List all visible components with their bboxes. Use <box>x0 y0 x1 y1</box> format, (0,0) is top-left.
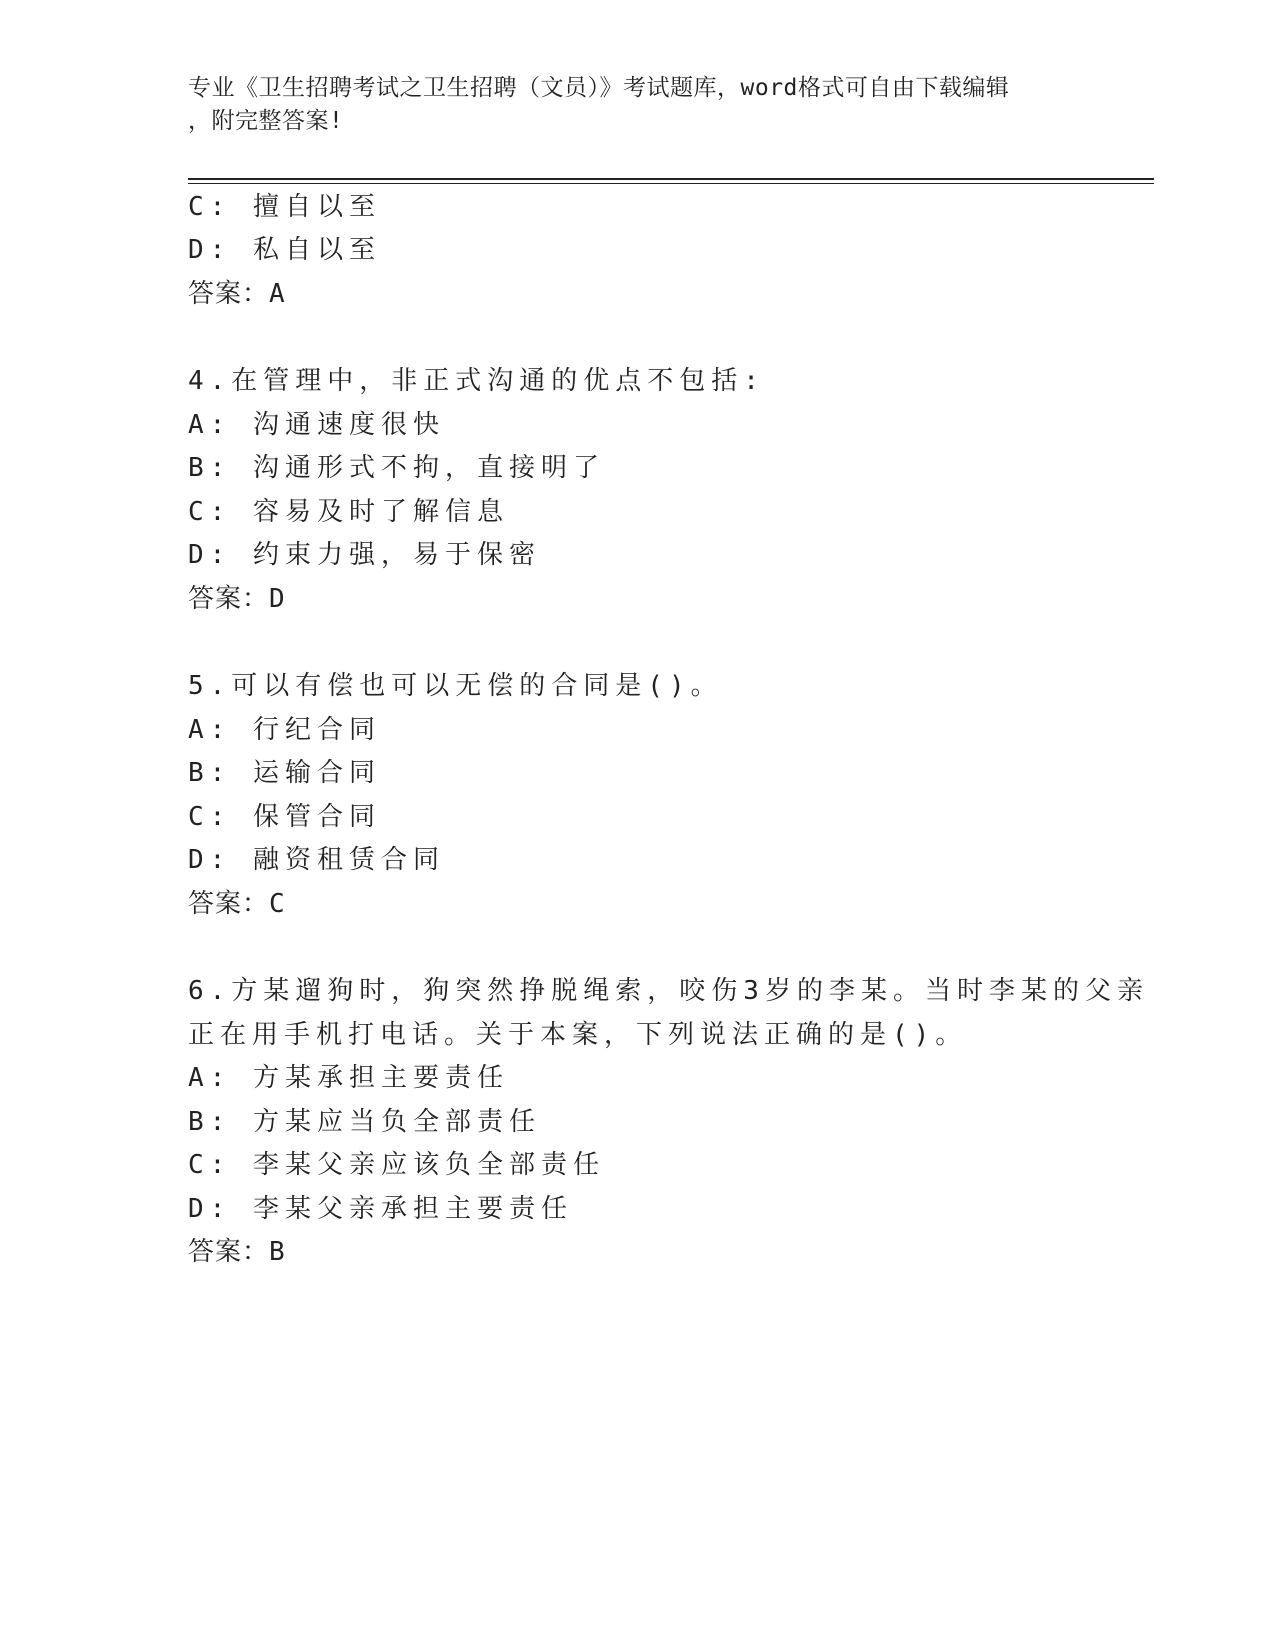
header-line-2: ，附完整答案! <box>188 108 344 134</box>
q6-option-c: C: 李某父亲应该负全部责任 <box>188 1150 605 1180</box>
q4-option-c: C: 容易及时了解信息 <box>188 497 509 527</box>
q5-stem: 5.可以有偿也可以无偿的合同是()。 <box>188 671 723 701</box>
q5-option-c: C: 保管合同 <box>188 802 381 832</box>
q4-option-b: B: 沟通形式不拘，直接明了 <box>188 453 605 483</box>
q6-answer <box>188 1231 287 1268</box>
q4-option-a: A: 沟通速度很快 <box>188 410 445 440</box>
answer-value: A <box>269 279 287 309</box>
answer-value: C <box>269 889 287 919</box>
q6-option-b: B: 方某应当负全部责任 <box>188 1107 541 1137</box>
q4-stem: 4.在管理中，非正式沟通的优点不包括: <box>188 366 765 396</box>
q6-option-d: D: 李某父亲承担主要责任 <box>188 1194 573 1224</box>
answer-label: 答案： <box>188 889 270 919</box>
q5-option-a: A: 行纪合同 <box>188 715 381 745</box>
answer-value: D <box>269 584 287 614</box>
answer-value: B <box>269 1237 287 1267</box>
q6-option-a: A: 方某承担主要责任 <box>188 1063 509 1093</box>
q3-option-d: D: 私自以至 <box>188 235 381 265</box>
q4-answer <box>188 578 287 615</box>
q5-option-d: D: 融资租赁合同 <box>188 845 445 875</box>
q4-option-d: D: 约束力强，易于保密 <box>188 540 541 570</box>
q3-answer <box>188 273 287 310</box>
q3-option-c: C: 擅自以至 <box>188 192 381 222</box>
q5-answer <box>188 883 287 920</box>
q6-stem-line-2: 正在用手机打电话。关于本案，下列说法正确的是()。 <box>188 1020 968 1050</box>
answer-label: 答案： <box>188 584 270 614</box>
header-divider-thick <box>188 178 1154 180</box>
q6-stem-line-1: 6.方某遛狗时，狗突然挣脱绳索，咬伤3岁的李某。当时李某的父亲 <box>188 976 1149 1006</box>
header-divider-thin <box>188 183 1154 184</box>
header-line-1: 专业《卫生招聘考试之卫生招聘（文员）》考试题库，word格式可自由下载编辑 <box>188 75 1010 101</box>
document-header <box>188 72 1088 138</box>
answer-label: 答案： <box>188 1237 270 1267</box>
q5-option-b: B: 运输合同 <box>188 758 381 788</box>
answer-label: 答案： <box>188 279 270 309</box>
